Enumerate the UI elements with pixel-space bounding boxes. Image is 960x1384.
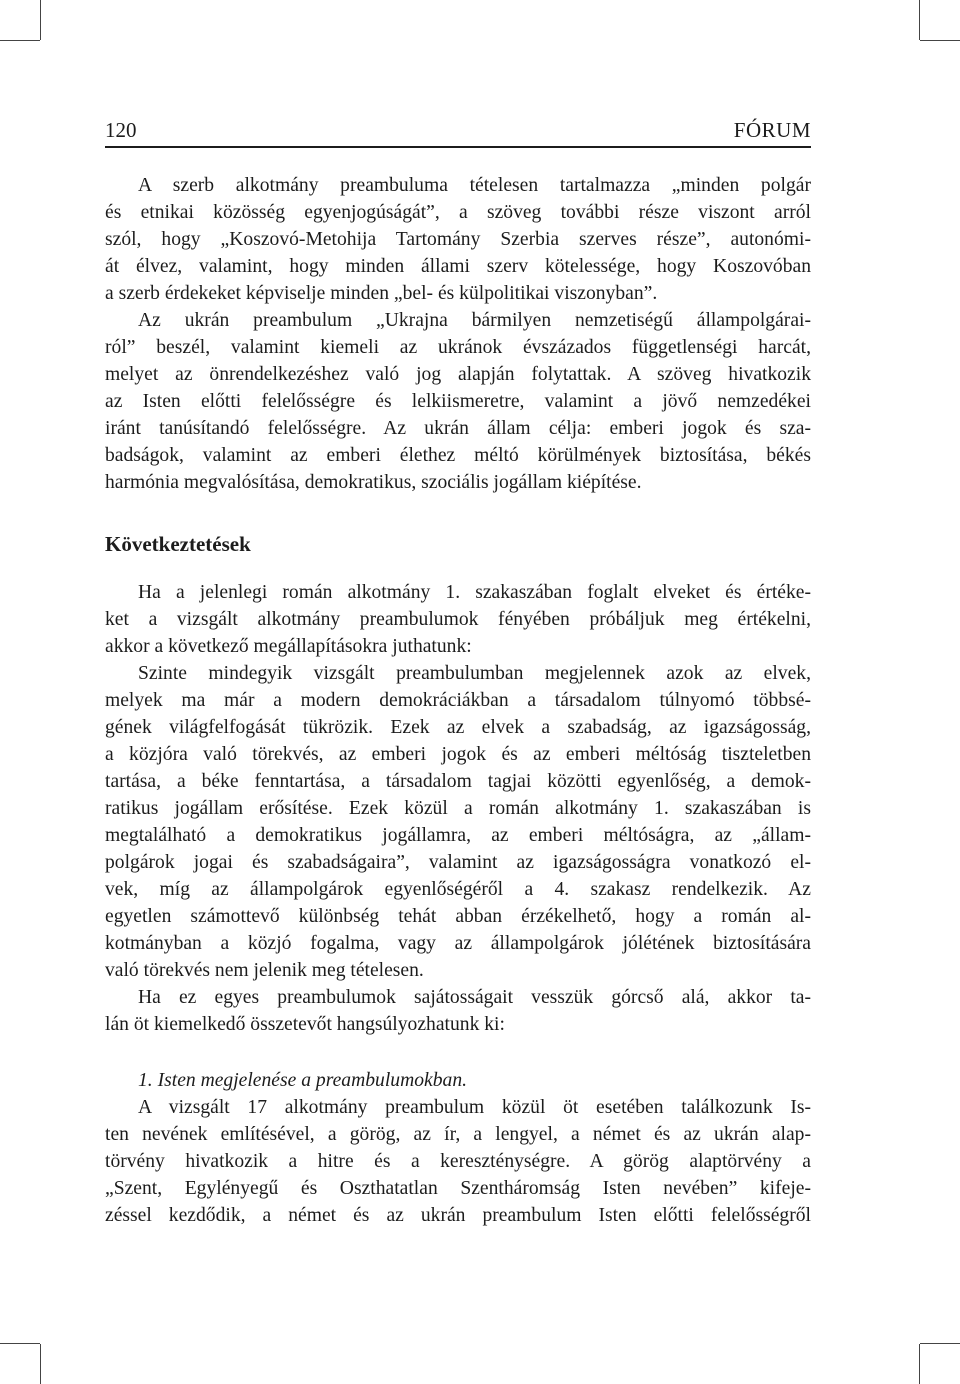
crop-mark-bottom-left-h xyxy=(0,1343,40,1344)
text-line: A vizsgált 17 alkotmány preambulum közül öt esetében találkozunk Is- xyxy=(138,1097,811,1118)
text-line: ten nevének említésével, a görög, az ír, a lengyel, a német és az ukrán alap- xyxy=(105,1124,811,1145)
text-line: szól, hogy „Koszovó-Metohija Tartomány Szerbia szerves része”, autonómi- xyxy=(105,229,811,250)
header-rule xyxy=(105,146,811,148)
text-line: lán öt kiemelkedő összetevőt hangsúlyozhatunk ki: xyxy=(105,1014,505,1035)
crop-mark-bottom-right xyxy=(919,1344,920,1384)
text-line: gének világfelfogását tükrözik. Ezek az elvek a szabadság, az igazságosság, xyxy=(105,717,811,738)
text-line: badságok, valamint az emberi élethez méltó körülmények biztosítása, békés xyxy=(105,445,811,466)
text-line: ket a vizsgált alkotmány preambulumok fényében próbáljuk meg értékelni, xyxy=(105,609,811,630)
text-line: és etnikai közösség egyenjogúságát”, a szöveg további része viszont arról xyxy=(105,202,811,223)
crop-mark-bottom-right-h xyxy=(920,1343,960,1344)
running-header xyxy=(105,116,811,144)
section-heading: Következtetések xyxy=(105,532,251,556)
text-line: iránt tanúsítandó felelősségre. Az ukrán állam célja: emberi jogok és sza- xyxy=(105,418,811,439)
journal-title: FÓRUM xyxy=(733,118,811,142)
text-line: való törekvés nem jelenik meg tételesen. xyxy=(105,960,424,981)
text-line: át élvez, valamint, hogy minden állami szerv kötelessége, hogy Koszovóban xyxy=(105,256,811,277)
text-line: a közjóra való törekvés, az emberi jogok és az emberi méltóság tiszteletben xyxy=(105,744,811,765)
text-line: zéssel kezdődik, a német és az ukrán preambulum Isten előtti felelősségről xyxy=(105,1205,811,1226)
text-line: Szinte mindegyik vizsgált preambulumban megjelennek azok az elvek, xyxy=(138,663,811,684)
text-line: melyek ma már a modern demokráciákban a társadalom túlnyomó többsé- xyxy=(105,690,811,711)
crop-mark-top-right-h xyxy=(920,40,960,41)
text-line: A szerb alkotmány preambuluma tételesen tartalmazza „minden polgár xyxy=(138,175,811,196)
page-number: 120 xyxy=(105,118,137,142)
text-line: ról” beszél, valamint kiemeli az ukránok évszázados függetlenségi harcát, xyxy=(105,337,811,358)
text-line: tartása, a béke fenntartása, a társadalom tagjai közötti egyenlőség, a demok- xyxy=(105,771,811,792)
text-line: Ha ez egyes preambulumok sajátosságait vesszük górcső alá, akkor ta- xyxy=(138,987,811,1008)
text-line: egyetlen számottevő különbség tehát abban érzékelhető, hogy a román al- xyxy=(105,906,811,927)
text-line: akkor a következő megállapításokra juthatunk: xyxy=(105,636,472,657)
text-line: Az ukrán preambulum „Ukrajna bármilyen nemzetiségű állampolgárai- xyxy=(138,310,811,331)
crop-mark-top-left xyxy=(40,0,41,40)
text-line: Ha a jelenlegi román alkotmány 1. szakaszában foglalt elveket és értéke- xyxy=(138,582,811,603)
numbered-subheading: 1. Isten megjelenése a preambulumokban. xyxy=(138,1070,468,1091)
text-line: ratikus jogállam erősítése. Ezek közül a román alkotmány 1. szakaszában is xyxy=(105,798,811,819)
crop-mark-bottom-left xyxy=(40,1344,41,1384)
text-line: vek, míg az állampolgárok egyenlőségéről a 4. szakasz rendelkezik. Az xyxy=(105,879,811,900)
text-line: melyet az önrendelkezéshez való jog alapján folytattak. A szöveg hivatkozik xyxy=(105,364,811,385)
text-line: az Isten előtti felelősségre és lelkiismeretre, valamint a jövő nemzedékei xyxy=(105,391,811,412)
text-line: törvény hivatkozik a hitre és a kereszténységre. A görög alaptörvény a xyxy=(105,1151,811,1172)
text-line: megtalálható a demokratikus jogállamra, az emberi méltóságra, az „állam- xyxy=(105,825,811,846)
text-line: „Szent, Egylényegű és Oszthatatlan Szentháromság Isten nevében” kifeje- xyxy=(105,1178,811,1199)
text-line: polgárok jogai és szabadságaira”, valamint az igazságosságra vonatkozó el- xyxy=(105,852,811,873)
text-line: harmónia megvalósítása, demokratikus, szociális jogállam kiépítése. xyxy=(105,472,642,493)
text-line: a szerb érdekeket képviselje minden „bel- és külpolitikai viszonyban”. xyxy=(105,283,658,304)
text-line: kotmányban a közjó fogalma, vagy az állampolgárok jólétének biztosítására xyxy=(105,933,811,954)
crop-mark-top-left-h xyxy=(0,40,40,41)
crop-mark-top-right xyxy=(919,0,920,40)
